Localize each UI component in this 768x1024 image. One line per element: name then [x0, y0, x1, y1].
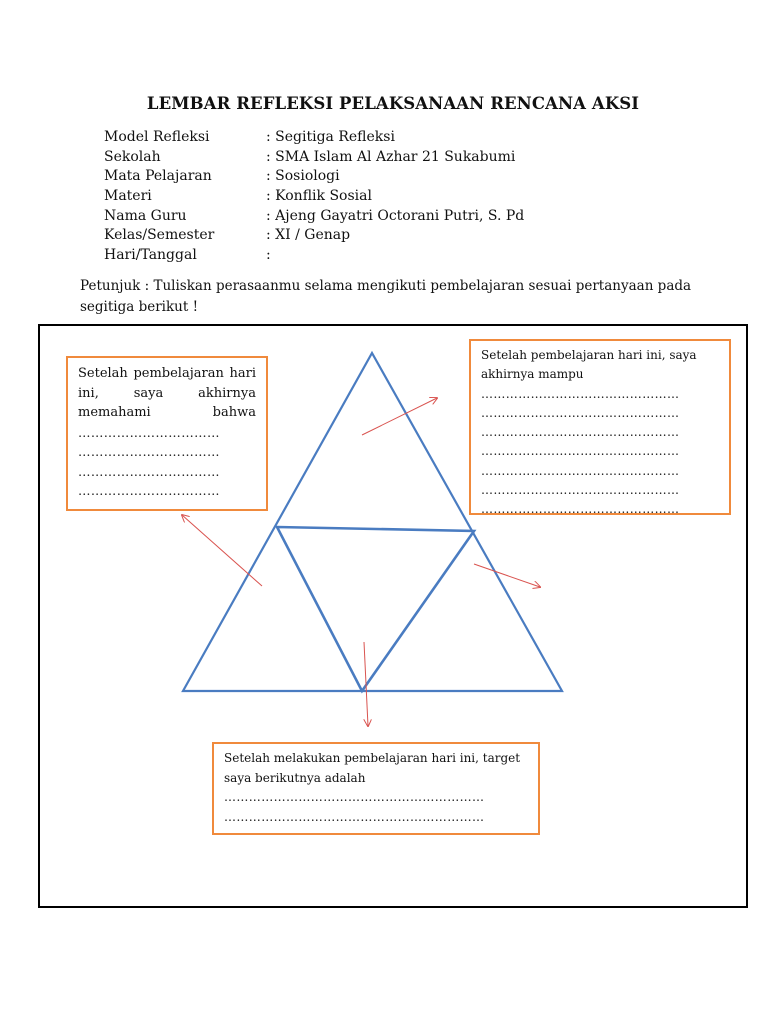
- info-value: : Ajeng Gayatri Octorani Putri, S. Pd: [266, 207, 525, 224]
- note-prompt: Setelah pembelajaran hari ini, saya akhirnya memahami bahwa: [78, 366, 256, 420]
- info-value: : SMA Islam Al Azhar 21 Sukabumi: [266, 148, 516, 165]
- info-value: : Konflik Sosial: [266, 188, 372, 205]
- note-prompt: Setelah pembelajaran hari ini, saya akhirnya mampu: [481, 348, 697, 382]
- note-prompt: Setelah melakukan pembelajaran hari ini, target saya berikutnya adalah: [224, 751, 521, 785]
- note-understanding: [66, 356, 268, 511]
- info-label: Materi: [104, 188, 152, 205]
- answer-line[interactable]: ………………………………………………………: [224, 809, 485, 824]
- answer-line[interactable]: ……………………………: [78, 424, 220, 440]
- note-next-target: [212, 742, 540, 835]
- answer-line[interactable]: …………………………………………: [481, 502, 680, 517]
- answer-line[interactable]: ……………………………: [78, 444, 220, 459]
- info-label: Mata Pelajaran: [104, 168, 212, 185]
- answer-line[interactable]: …………………………………………: [481, 444, 680, 459]
- instruction-text: Petunjuk : Tuliskan perasaanmu selama mengikuti pembelajaran sesuai pertanyaan pada segitiga berikut !: [80, 278, 692, 315]
- answer-line[interactable]: …………………………………………: [481, 425, 680, 440]
- info-label: Model Refleksi: [104, 129, 210, 145]
- arrow-to-left-note: [182, 515, 262, 586]
- answer-line[interactable]: …………………………………………: [481, 463, 680, 478]
- info-value: :: [266, 247, 271, 264]
- worksheet-title: LEMBAR REFLEKSI PELAKSANAAN RENCANA AKSI: [146, 94, 640, 113]
- answer-line[interactable]: …………………………………………: [481, 483, 680, 498]
- info-value: : Segitiga Refleksi: [266, 129, 395, 145]
- info-label: Nama Guru: [104, 207, 187, 224]
- info-value: : XI / Genap: [266, 227, 351, 244]
- inner-triangle: [277, 527, 474, 691]
- info-value: : Sosiologi: [266, 168, 340, 185]
- answer-line[interactable]: …………………………………………: [481, 405, 680, 420]
- info-label: Kelas/Semester: [104, 227, 215, 244]
- arrow-to-right-side: [474, 564, 540, 587]
- answer-line[interactable]: ………………………………………………………: [224, 790, 485, 804]
- answer-line[interactable]: …………………………………………: [481, 386, 680, 401]
- answer-line[interactable]: ……………………………: [78, 483, 220, 498]
- answer-line[interactable]: ……………………………: [78, 463, 220, 479]
- note-ability: [469, 339, 731, 515]
- info-label: Sekolah: [104, 148, 161, 165]
- info-label: Hari/Tanggal: [104, 247, 197, 264]
